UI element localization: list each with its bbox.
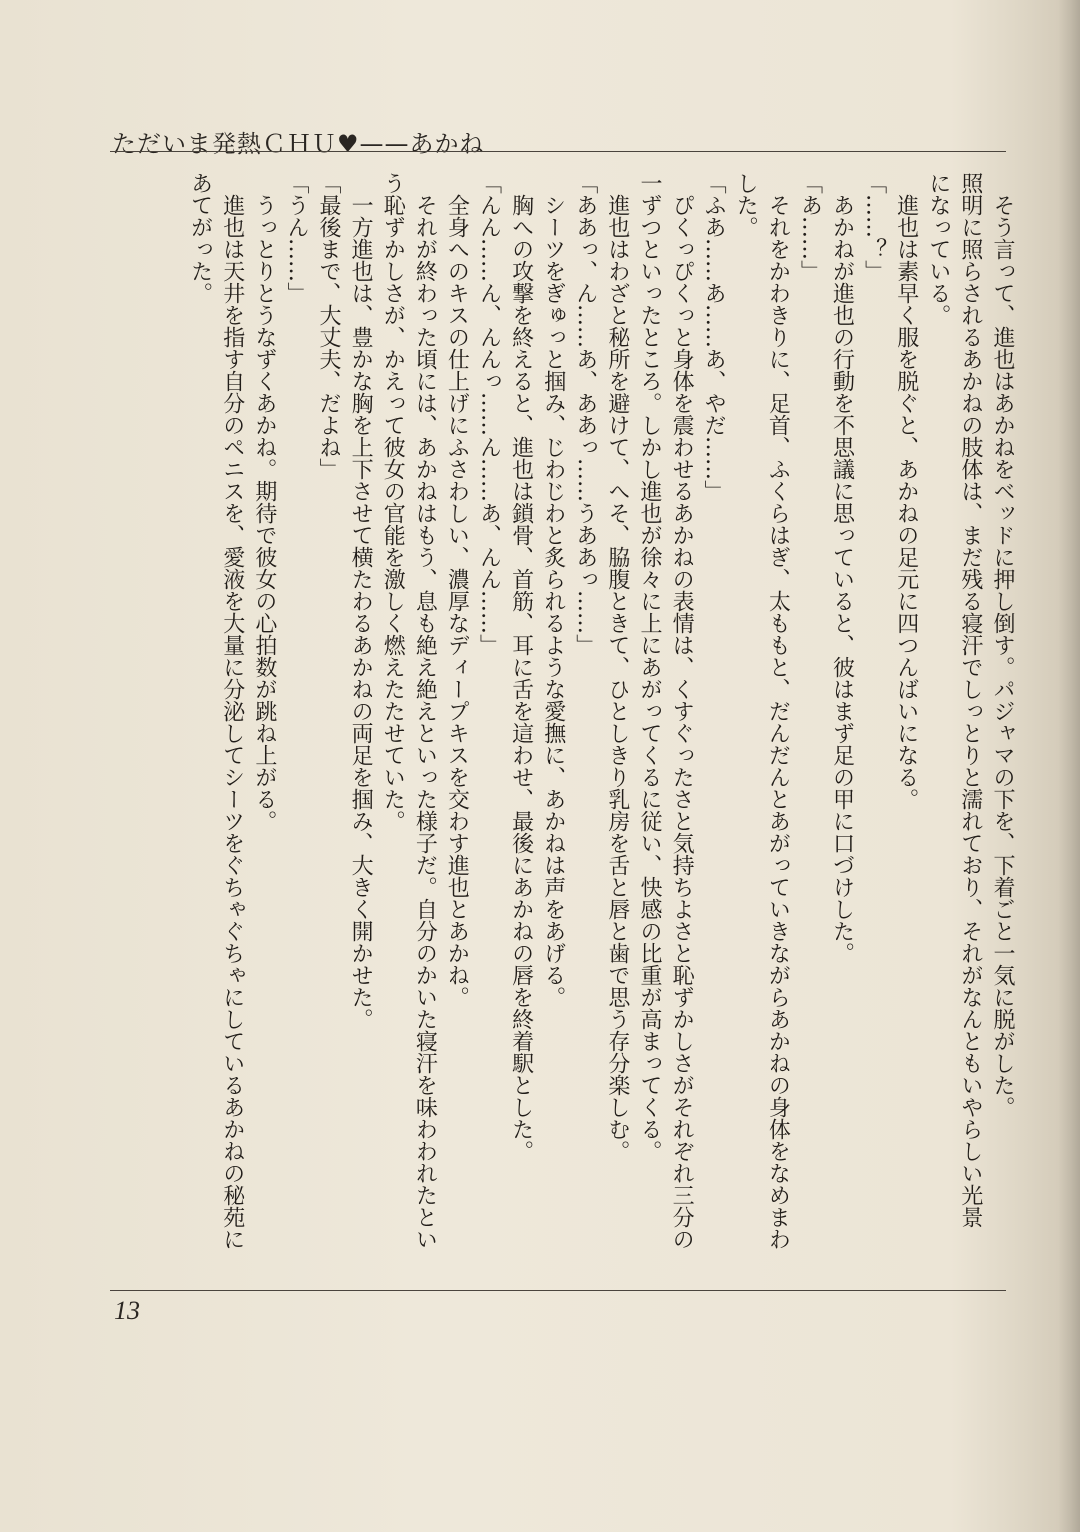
paragraph: ぴくっぴくっと身体を震わせるあかねの表情は、くすぐったさと気持ちよさと恥ずかしさがそれぞれ三分の xyxy=(669,172,695,1250)
paragraph: 進也は天井を指す自分のペニスを、愛液を大量に分泌してシーツをぐちゃぐちゃにしているあかねの秘苑に xyxy=(219,172,245,1250)
running-header-title: ただいま発熱ＣＨＵ♥——あかね xyxy=(112,130,485,158)
paragraph: 照明に照らされるあかねの肢体は、まだ残る寝汗でしっとりと濡れており、それがなんともいやらしい光景 xyxy=(957,172,983,1228)
footer-rule xyxy=(110,1290,1006,1291)
paragraph: それが終わった頃には、あかねはもう、息も絶え絶えといった様子だ。自分のかいた寝汗を味わわれたとい xyxy=(412,172,438,1250)
page-gutter-shadow xyxy=(1058,0,1080,1532)
paragraph: した。 xyxy=(733,172,759,238)
paragraph: 全身へのキスの仕上げにふさわしい、濃厚なディープキスを交わす進也とあかね。 xyxy=(444,172,470,1008)
paragraph: シーツをぎゅっと掴み、じわじわと炙られるような愛撫に、あかねは声をあげる。 xyxy=(540,172,566,1008)
paragraph: 一ずつといったところ。しかし進也が徐々に上にあがってくるに従い、快感の比重が高まってくる。 xyxy=(636,172,662,1162)
vertical-body-text xyxy=(100,172,1018,1277)
paragraph: 一方進也は、豊かな胸を上下させて横たわるあかねの両足を掴み、大きく開かせた。 xyxy=(348,172,374,1030)
paragraph: そう言って、進也はあかねをベッドに押し倒す。パジャマの下を、下着ごと一気に脱がした。 xyxy=(990,172,1015,1118)
paragraph: 「んん……ん、んんっ……ん……あ、んん……」 xyxy=(476,172,502,656)
paragraph: 胸への攻撃を終えると、進也は鎖骨、首筋、耳に舌を這わせ、最後にあかねの唇を終着駅とした。 xyxy=(508,172,534,1162)
paragraph: 「ふあ……あ……あ、やだ……」 xyxy=(701,172,727,502)
paragraph: う恥ずかしさが、かえって彼女の官能を激しく燃えたたせていた。 xyxy=(380,172,406,832)
paragraph: 「うん……」 xyxy=(283,172,309,304)
paragraph: 進也は素早く服を脱ぐと、あかねの足元に四つんばいになる。 xyxy=(893,172,919,810)
paragraph: それをかわきりに、足首、ふくらはぎ、太ももと、だんだんとあがっていきながらあかねの身体をなめまわ xyxy=(765,172,791,1250)
paragraph: 「最後まで、大丈夫、だよね」 xyxy=(316,172,342,480)
paragraph: 「あ……」 xyxy=(797,172,823,282)
paragraph: 進也はわざと秘所を避けて、へそ、脇腹ときて、ひとしきり乳房を舌と唇と歯で思う存分楽しむ。 xyxy=(604,172,630,1162)
paragraph: うっとりとうなずくあかね。期待で彼女の心拍数が跳ね上がる。 xyxy=(251,172,277,832)
paragraph: 「……？」 xyxy=(861,172,887,282)
header-rule xyxy=(110,151,1006,152)
paragraph: あかねが進也の行動を不思議に思っていると、彼はまず足の甲に口づけした。 xyxy=(829,172,855,964)
page-number: 13 xyxy=(114,1296,140,1325)
paragraph: あてがった。 xyxy=(187,172,213,304)
paragraph: になっている。 xyxy=(925,172,951,326)
paragraph: 「ああっ、ん……あ、ああっ……うああっ……」 xyxy=(572,172,598,656)
